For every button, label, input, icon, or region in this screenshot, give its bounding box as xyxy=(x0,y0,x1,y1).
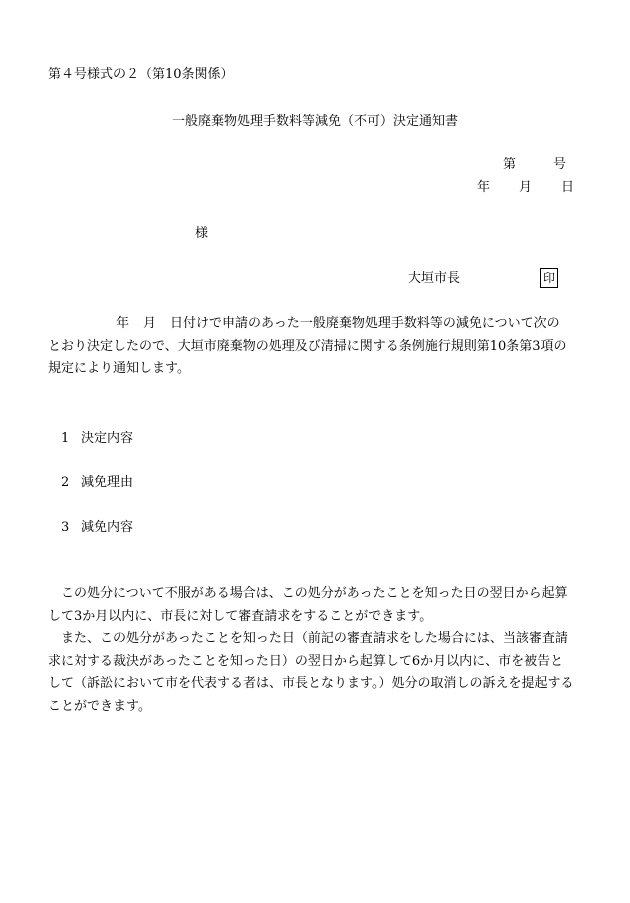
document-number-dai: 第 xyxy=(503,157,517,172)
form-number: 第４号様式の２（第10条関係） xyxy=(48,67,234,82)
issuer-title: 大垣市長 xyxy=(408,271,461,286)
date-day: 日 xyxy=(561,180,575,195)
document-title: 一般廃棄物処理手数料等減免（不可）決定通知書 xyxy=(171,114,458,129)
date-year: 年 xyxy=(477,180,491,195)
recipient-honorific: 様 xyxy=(195,226,209,241)
decision-line-1-text: 日付けで申請のあった一般廃棄物処理手数料等の減免について次の xyxy=(170,316,560,331)
notice-line-2: して3か月以内に、市長に対して審査請求をすることができます。 xyxy=(48,608,433,624)
item-number: 3 xyxy=(61,520,70,535)
item-label: 減免内容 xyxy=(81,520,134,535)
item-number: 2 xyxy=(61,475,70,490)
notice-line-4: 求に対する裁決があったことを知った日）の翌日から起算して6か月以内に、市を被告と xyxy=(48,653,564,669)
date-line xyxy=(477,181,574,194)
document-number-line xyxy=(503,158,566,171)
decision-line-3: 規定により通知します。 xyxy=(48,361,190,376)
notice-line-3: また、この処分があったことを知った日（前記の審査請求をした場合には、当該審査請 xyxy=(61,631,568,646)
item-label: 減免理由 xyxy=(81,475,134,490)
decision-year: 年 xyxy=(116,316,130,331)
date-month: 月 xyxy=(519,180,533,195)
decision-month: 月 xyxy=(143,316,157,331)
seal-mark: 印 xyxy=(540,268,558,288)
item-reduction-content xyxy=(61,521,133,534)
item-number: 1 xyxy=(61,431,70,446)
decision-paragraph xyxy=(48,313,588,381)
item-reduction-reason xyxy=(61,476,133,489)
notice-line-6: ことができます。 xyxy=(48,698,151,714)
item-label: 決定内容 xyxy=(81,431,134,446)
decision-line-1 xyxy=(48,313,588,336)
document-number-go: 号 xyxy=(553,157,567,172)
decision-line-2: とおり決定したので、大垣市廃棄物の処理及び清掃に関する条例施行規則第10条第3項の xyxy=(48,338,567,354)
notice-line-5: して（訴訟において市を代表する者は、市長となります。）処分の取消しの訴えを提起する xyxy=(48,676,574,691)
notice-line-1: この処分について不服がある場合は、この処分があったことを知った日の翌日から起算 xyxy=(61,586,568,601)
appeal-notice xyxy=(48,583,588,718)
item-decision-content xyxy=(61,432,133,445)
